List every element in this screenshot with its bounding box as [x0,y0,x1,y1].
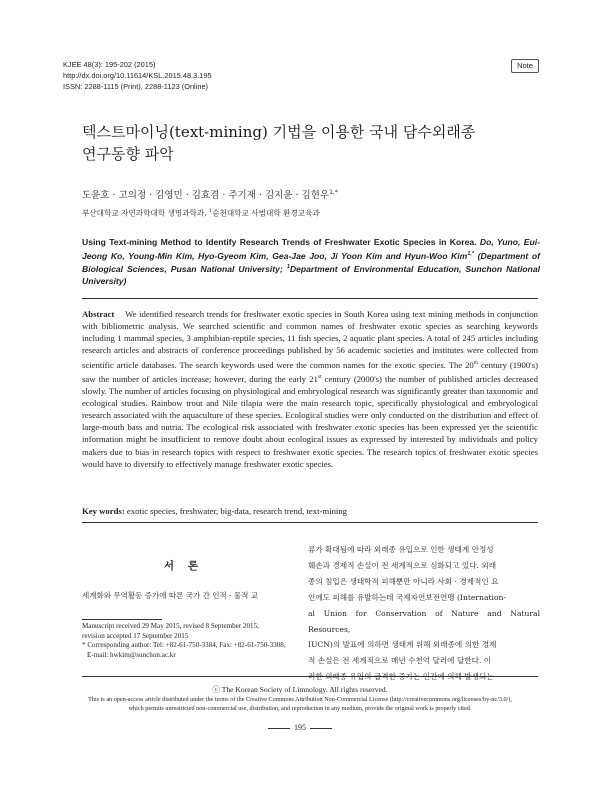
article-type-badge: Note [511,59,539,73]
footnote-email: E-mail: hwkim@sunchon.ac.kr [87,650,176,659]
author-superscript: 1,* [329,189,338,196]
footer-rule [82,676,538,677]
page-number-value: 195 [294,723,306,732]
copyright-notice: ⓒ The Korean Society of Limnology. All rights reserved. [212,685,388,694]
abstract-label: Abstract [82,309,115,319]
keywords-label: Key words: [82,506,125,516]
english-title-block [82,237,540,287]
footnote-rule [82,619,162,620]
intro-line: 종의 침입은 생태학적 피해뿐만 아니라 사회 · 경제적인 요 [308,576,499,586]
doi-link[interactable]: http://dx.doi.org/10.11614/KSL.2015.48.3.195 [63,71,212,80]
abstract-text-2: century (1900's) saw the number of articles increase; however, during the early 21 [82,359,538,384]
abstract-sup-1: th [473,359,479,366]
license-notice [60,696,540,713]
intro-line: IUCN)의 발표에 의하면 생태계 위해 외래종에 의한 경제 [308,640,497,650]
affiliation-superscript: 1 [209,208,213,214]
intro-line: 훼손과 경제적 손실이 전 세계적으로 심화되고 있다. 외래 [308,560,497,570]
intro-line: 류가 확대됨에 따라 외래종 유입으로 인한 생태계 안정성 [308,545,494,554]
intro-line: 적 손실은 전 세계적으로 매년 수천억 달러에 달한다. 이 [308,656,492,666]
manuscript-footnote [82,622,294,660]
footnote-received: Manuscript received 29 May 2015, revised 8 September 2015, [82,622,259,630]
intro-line: al Union for Conservation of Nature and Natural Resources, [308,608,540,634]
english-dept-superscript: 1 [286,264,290,271]
paper-title-line-2: 연구동향 파악 [82,145,174,163]
english-dept-b: Department of Environmental Education, Sunchon National University) [82,263,540,286]
abstract [82,308,538,470]
abstract-text-1: We identified research trends for freshwater exotic species in South Korea using text mining methods in conjunction with bibliometric analysis. We searched scientific and common names of freshwater exotic species as searching keywords including 1 mammal species, 3 amphibian-reptile species, 11 fish species, 2 aquatic plant species. A total of 245 articles including research articles and abstracts of conference proceedings published by 56 academic societies and institutes were collected from scientific article databases. The search keywords used were the common names for the exotic species. The 20 [82,309,538,370]
page-number-dash-left [268,728,290,729]
paper-title [82,121,542,165]
english-authors: Do, Yuno, Eui-Jeong Ko, Young-Min Kim, Hyo-Gyeom Kim, Gea-Jae Joo, Ji Yoon Kim and Hyun-Woo Kim [82,237,540,261]
intro-right-column [308,542,540,685]
issn-line: ISSN: 2288-1115 (Print), 2288-1123 (Online) [63,82,209,91]
affiliation-2: 순천대학교 사범대학 환경교육과 [212,208,320,218]
footnote-accepted: revision accepted 17 September 2015 [82,631,189,640]
paper-title-line-1: 텍스트마이닝(text-mining) 기법을 이용한 국내 담수외래종 [82,123,476,141]
journal-meta [63,59,212,92]
page-number-dash-right [310,728,332,729]
abstract-top-rule [82,298,538,299]
intro-line [308,669,540,685]
footnote-corresponding: * Corresponding author: Tel: +82-61-750-3384, Fax: +82-61-750-3308, [82,641,286,650]
abstract-sup-2: st [317,373,322,380]
english-title: Using Text-mining Method to Identify Research Trends of Freshwater Exotic Species in Korea. [82,237,477,247]
intro-line: 인에도 피해를 유발하는데 국제자연보전연맹 (Internation- [308,592,506,602]
journal-citation: KJEE 48(3): 195-202 (2015) [63,60,156,69]
english-dept-a: (Department of Biological Sciences, Pusan National University; [82,250,540,274]
author-list [82,187,338,202]
abstract-bottom-rule [82,522,538,523]
author-names: 도윤호 · 고의정 · 김영민 · 김효겸 · 주기재 · 김지윤 · 김현우 [82,190,330,202]
keywords [82,505,538,517]
english-authors-superscript: 1,* [467,250,475,257]
affiliation-1: 부산대학교 자연과학대학 생명과학과, [82,208,210,218]
affiliations [82,206,320,219]
license-line-2: which permits unrestricted non-commercial use, distribution, and reproduction in any medium, provide the original work is properly cited. [128,704,472,712]
keywords-text: exotic species, freshwater, big-data, research trend, text-mining [124,506,348,516]
abstract-text-3: century (2000's) the number of published articles decreased slowly. The number of articles focusing on physiological and embryological research was significantly greater than taxonomic and ecological studies. Rainbow trout and Nile tilapia were the main research topic, specifically physiological and embryological research associated with the aquaculture of these species. Ecological studies were only conducted on the distribution and effect of large-mouth bass and nutria. The ecological risk associated with freshwater exotic species has been expressed yet the scientific information might be insufficient to remove doubt about ecological issues as expressed by interested by individuals and policy makers due to bias in research topics with respect to freshwater exotic species. The research topics of freshwater exotic species would have to diversify to effectively manage freshwater exotic species. [82,373,539,469]
intro-left-text: 세계화와 무역활동 증가에 따른 국가 간 인적 · 물적 교 [82,591,258,600]
page-number [60,723,540,732]
section-heading-introduction: 서론 [163,560,213,572]
license-line-1: This is an open-access article distributed under the terms of the Creative Commons Attribution Non-Commercial License (http://creativecommons.org/licenses/by-nc/3.0/), [88,696,512,703]
